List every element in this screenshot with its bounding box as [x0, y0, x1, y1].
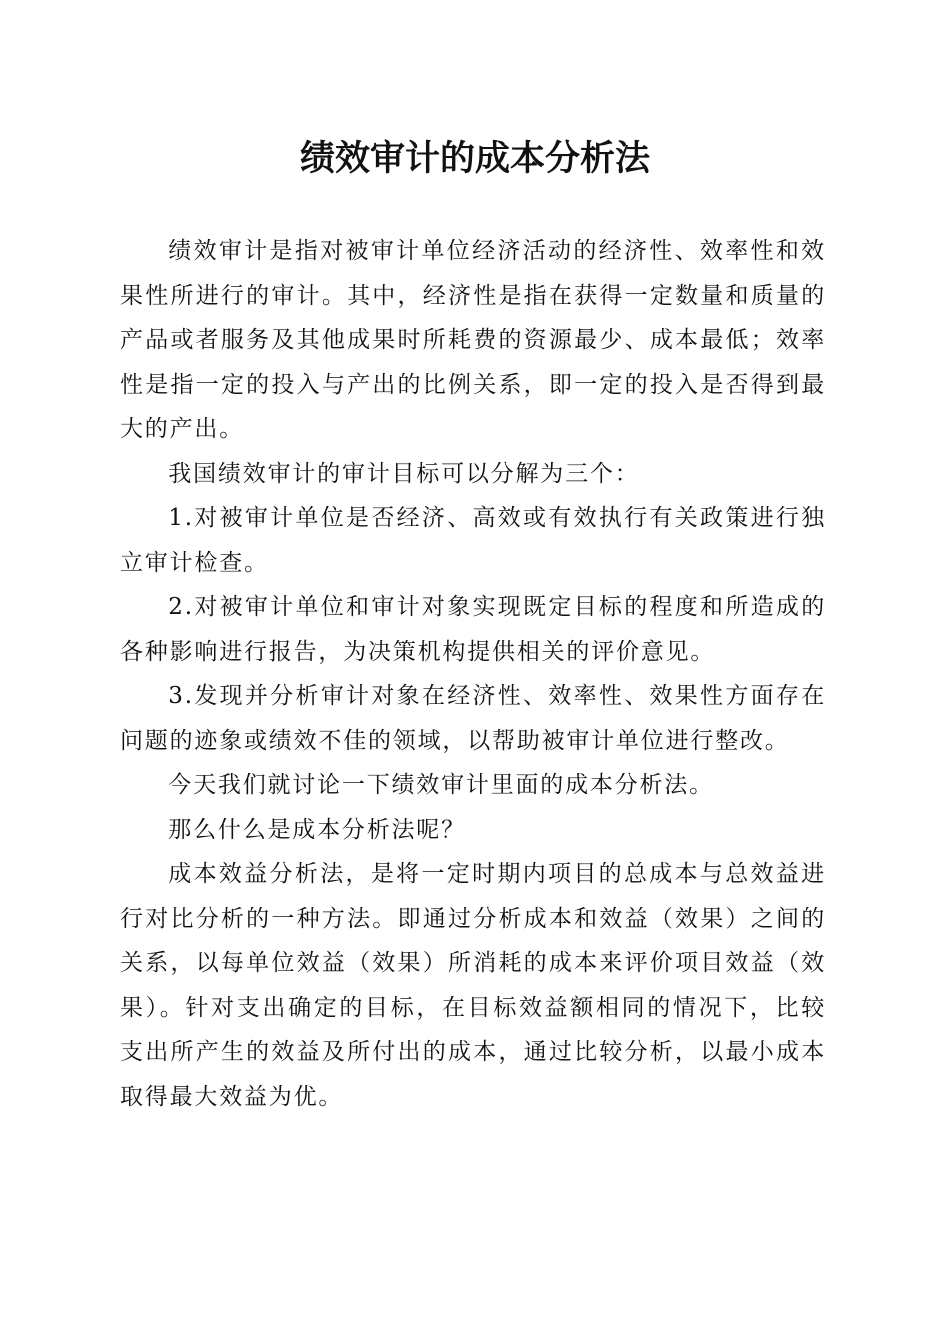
paragraph-question: 那么什么是成本分析法呢？ — [168, 816, 466, 843]
document-title: 绩效审计的成本分析法 — [299, 138, 650, 179]
paragraph-objective-2: 2.对被审计单位和审计对象实现既定目标的程度和所造成的各种影响进行报告，为决策机构提供相关的评价意见。 — [120, 594, 826, 665]
paragraph-objective-3: 3.发现并分析审计对象在经济性、效率性、效果性方面存在问题的迹象或绩效不佳的领域，以帮助被审计单位进行整改。 — [120, 683, 826, 754]
document-body — [120, 229, 826, 1119]
paragraph-cost-benefit-definition: 成本效益分析法，是将一定时期内项目的总成本与总效益进行对比分析的一种方法。即通过分析成本和效益（效果）之间的关系，以每单位效益（效果）所消耗的成本来评价项目效益（效果）。针对支出确定的目标，在目标效益额相同的情况下，比较支出所产生的效益及所付出的成本，通过比较分析，以最小成本取得最大效益为优。 — [120, 861, 826, 1110]
paragraph-definition: 绩效审计是指对被审计单位经济活动的经济性、效率性和效果性所进行的审计。其中，经济性是指在获得一定数量和质量的产品或者服务及其他成果时所耗费的资源最少、成本最低；效率性是指一定的投入与产出的比例关系，即一定的投入是否得到最大的产出。 — [120, 238, 826, 442]
paragraph-objectives-intro: 我国绩效审计的审计目标可以分解为三个： — [168, 460, 640, 487]
paragraph-topic: 今天我们就讨论一下绩效审计里面的成本分析法。 — [168, 772, 714, 798]
paragraph-objective-1: 1.对被审计单位是否经济、高效或有效执行有关政策进行独立审计检查。 — [120, 505, 826, 576]
